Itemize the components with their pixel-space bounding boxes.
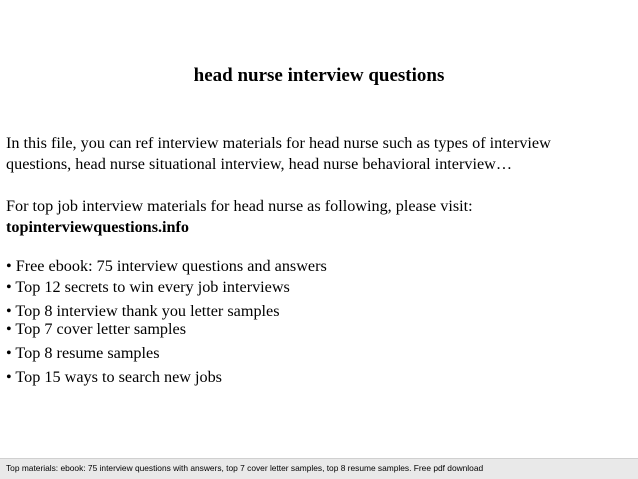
intro-paragraph: [6, 133, 632, 175]
list-item-resume-samples: • Top 8 resume samples: [6, 344, 160, 362]
visit-line: For top job interview materials for head nurse as following, please visit:: [6, 197, 473, 215]
list-item-search-jobs: • Top 15 ways to search new jobs: [6, 368, 222, 386]
intro-line-1: In this file, you can ref interview materials for head nurse such as types of interview: [6, 134, 551, 152]
list-item-thank-you-letters: • Top 8 interview thank you letter samples: [6, 302, 280, 320]
list-item-ebook: • Free ebook: 75 interview questions and answers: [6, 257, 327, 275]
page-title: head nurse interview questions: [193, 65, 445, 86]
intro-line-2: questions, head nurse situational interview, head nurse behavioral interview…: [6, 155, 513, 173]
site-link[interactable]: topinterviewquestions.info: [6, 218, 190, 236]
footer-bar: [0, 458, 638, 479]
visit-paragraph: [6, 196, 632, 238]
list-item-secrets: • Top 12 secrets to win every job interviews: [6, 278, 290, 296]
list-item-cover-letters: • Top 7 cover letter samples: [6, 320, 186, 338]
footer-text: Top materials: ebook: 75 interview questions with answers, top 7 cover letter samples, top 8 resume samples. Free pdf download: [6, 463, 484, 473]
